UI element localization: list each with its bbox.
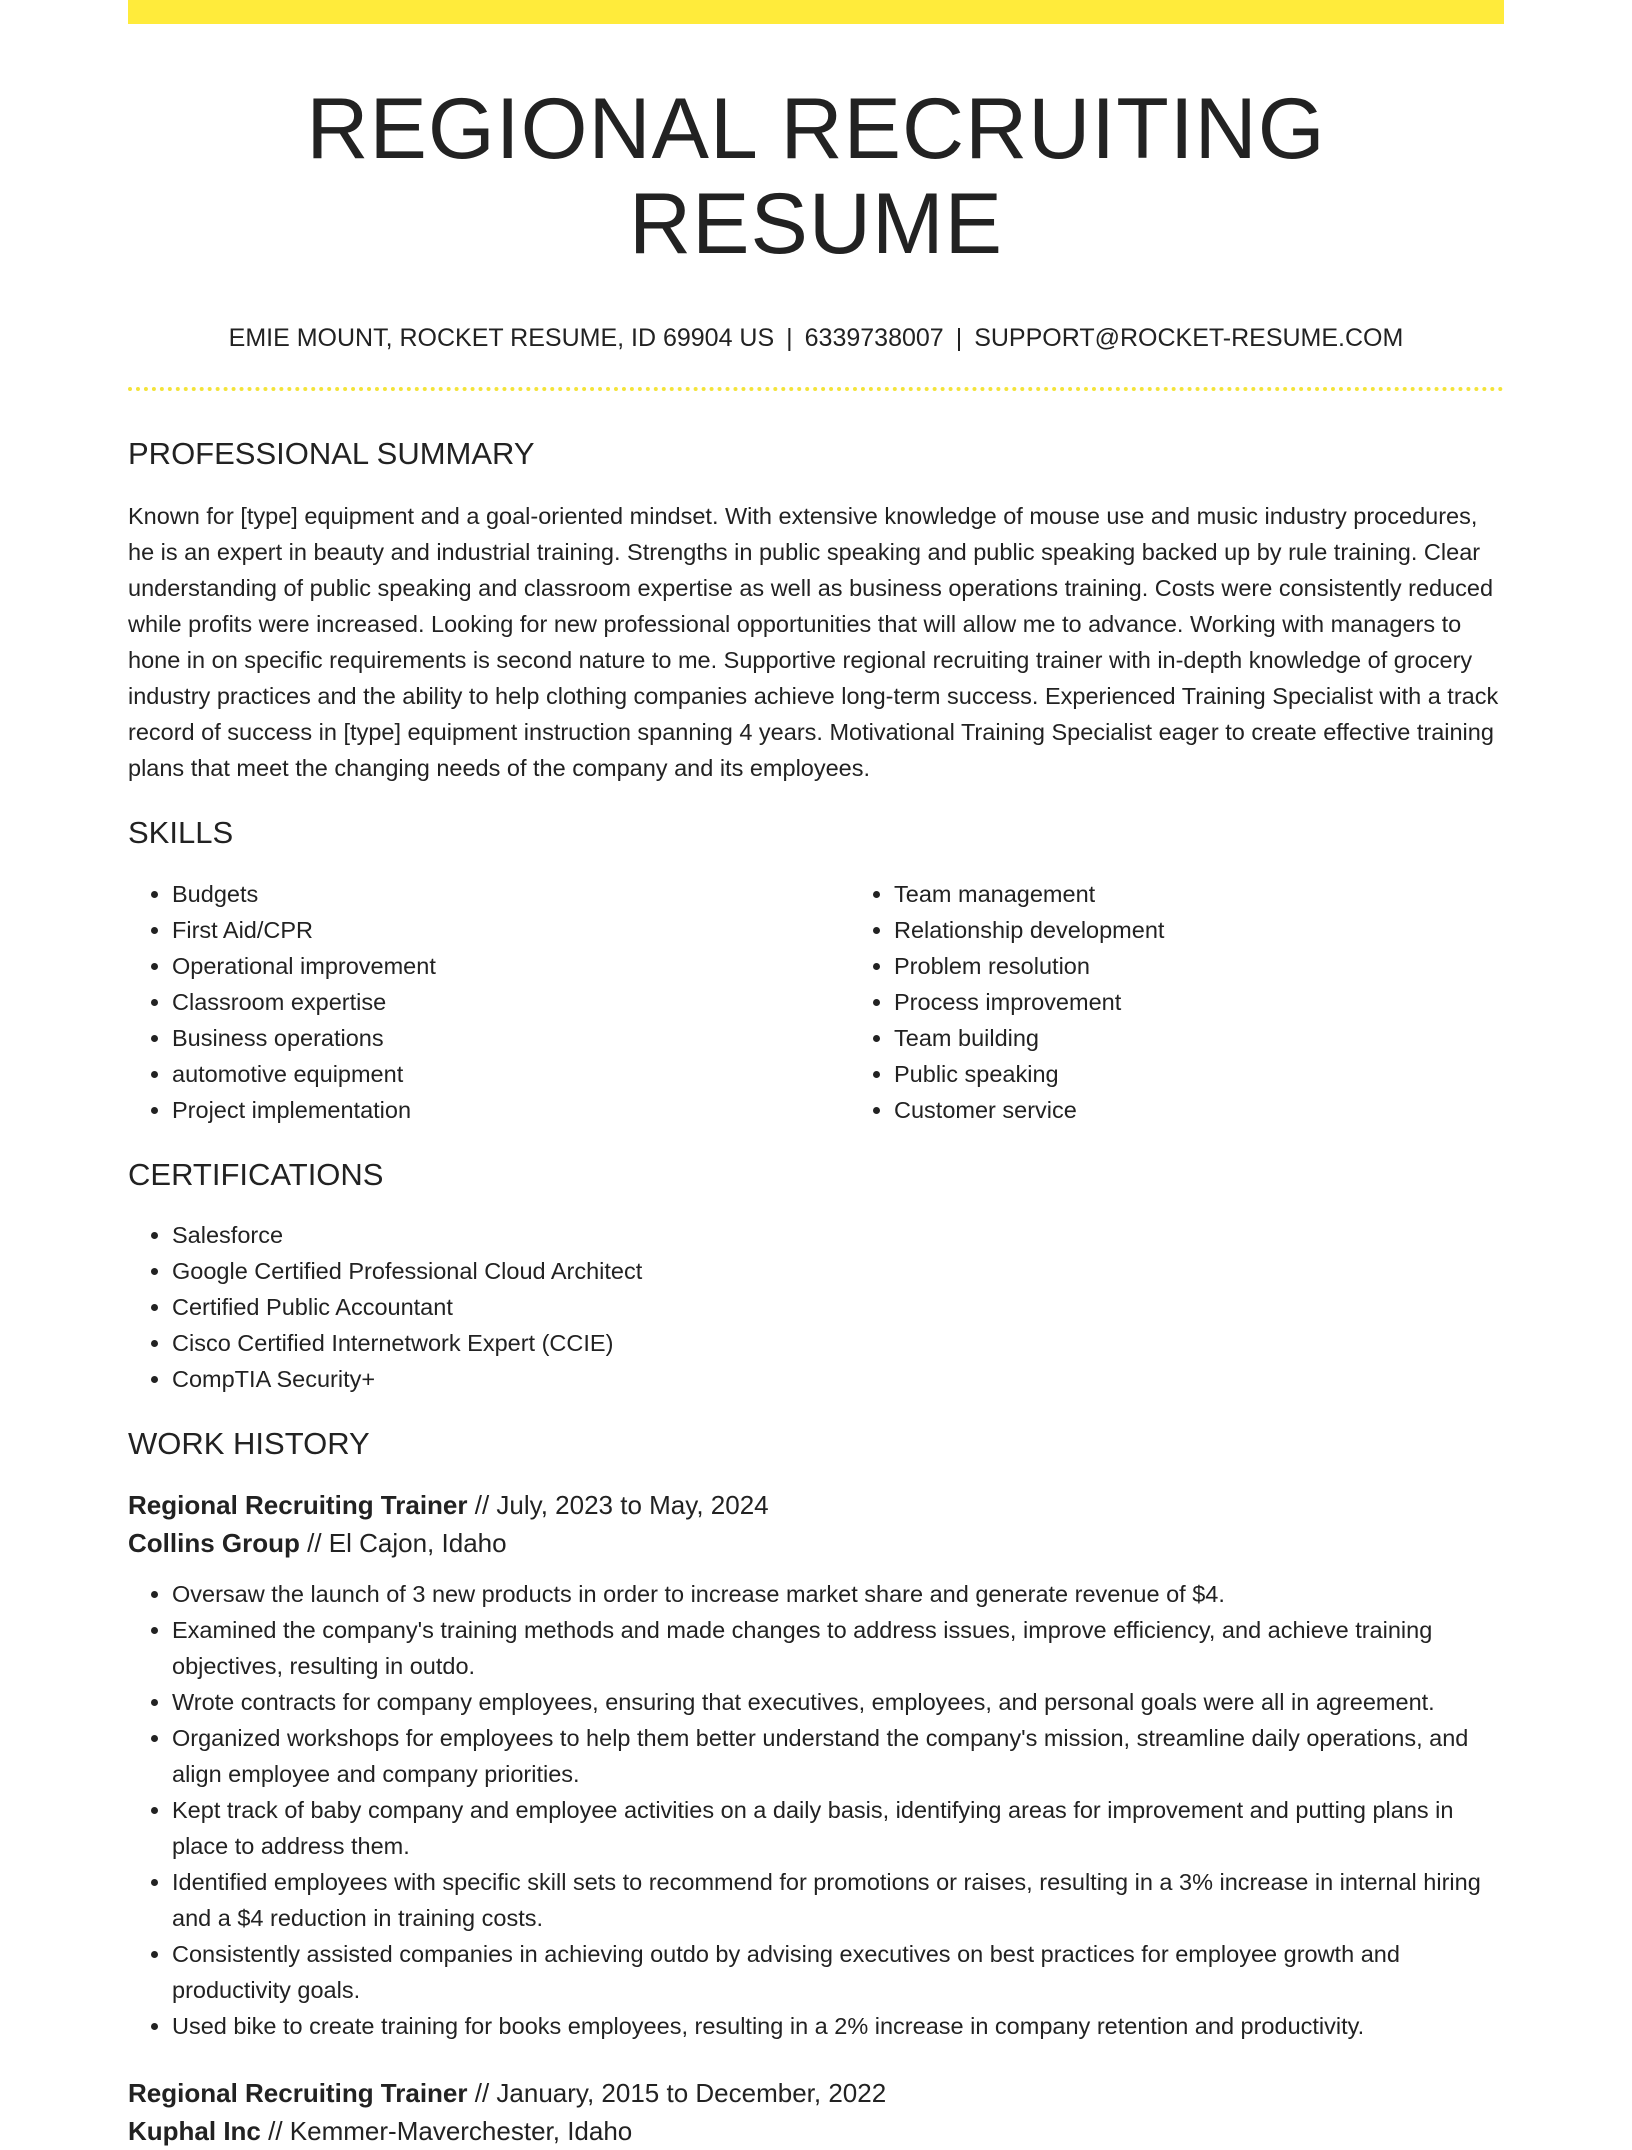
list-item: • Examined the company's training methods and made changes to address issues, improve efficiency, and achieve training objectives, resulting in outdo. bbox=[172, 1612, 1504, 1684]
list-item: • Classroom expertise bbox=[172, 984, 850, 1020]
summary-text: Known for [type] equipment and a goal-oriented mindset. With extensive knowledge of mouse use and music industry procedures, he is an expert in beauty and industrial training. Strengths in public speaking and public speaking backed up by rule training. Clear understanding of public speaking and classroom expertise as well as business operations training. Costs were consistently reduced while profits were increased. Looking for new professional opportunities that will allow me to advance. Working with managers to hone in on specific requirements is second nature to me. Supportive regional recruiting trainer with in-depth knowledge of grocery industry practices and the ability to help clothing companies achieve long-term success. Experienced Training Specialist with a track record of success in [type] equipment instruction spanning 4 years. Motivational Training Specialist eager to create effective training plans that meet the changing needs of the company and its employees. bbox=[128, 503, 1499, 782]
list-item: • First Aid/CPR bbox=[172, 912, 850, 948]
job-company-line bbox=[128, 1524, 1504, 1562]
certifications-section bbox=[128, 1156, 1504, 1397]
certifications-list bbox=[128, 1217, 1504, 1397]
contact-separator: | bbox=[786, 324, 793, 353]
list-item: • Relationship development bbox=[894, 912, 1572, 948]
list-item: • Team building bbox=[894, 1020, 1572, 1056]
list-item: • Project implementation bbox=[172, 1092, 850, 1128]
accent-top-bar bbox=[128, 0, 1504, 24]
job-entry bbox=[128, 1486, 1504, 2044]
list-item: • Team management bbox=[894, 876, 1572, 912]
contact-line bbox=[128, 323, 1504, 353]
list-item: • Wrote contracts for company employees, ensuring that executives, employees, and personal goals were all in agreement. bbox=[172, 1684, 1504, 1720]
work-history-section bbox=[128, 1425, 1504, 2150]
contact-email: SUPPORT@ROCKET-RESUME.COM bbox=[974, 324, 1404, 353]
list-item: • Kept track of baby company and employee activities on a daily basis, identifying areas for improvement and putting plans in place to address them. bbox=[172, 1792, 1504, 1864]
skills-list-right bbox=[850, 876, 1572, 1128]
job-title-line bbox=[128, 1486, 1504, 1524]
contact-separator: | bbox=[955, 324, 963, 353]
contact-address: EMIE MOUNT, ROCKET RESUME, ID 69904 US bbox=[228, 324, 775, 353]
dotted-divider bbox=[128, 387, 1504, 391]
job-location: // El Cajon, Idaho bbox=[299, 1527, 507, 1558]
list-item: • Cisco Certified Internetwork Expert (CCIE) bbox=[172, 1325, 1504, 1361]
job-location: // Kemmer-Maverchester, Idaho bbox=[260, 2115, 633, 2146]
job-company-line bbox=[128, 2112, 1504, 2150]
list-item: • Certified Public Accountant bbox=[172, 1289, 1504, 1325]
list-item: • CompTIA Security+ bbox=[172, 1361, 1504, 1397]
list-item: • automotive equipment bbox=[172, 1056, 850, 1092]
job-bullets bbox=[128, 1576, 1504, 2044]
skills-section bbox=[128, 814, 1504, 1127]
job-title-line bbox=[128, 2074, 1504, 2112]
list-item: • Oversaw the launch of 3 new products in order to increase market share and generate revenue of $4. bbox=[172, 1576, 1504, 1612]
list-item: • Salesforce bbox=[172, 1217, 1504, 1253]
list-item: • Google Certified Professional Cloud Architect bbox=[172, 1253, 1504, 1289]
summary-heading: PROFESSIONAL SUMMARY bbox=[128, 436, 535, 472]
skills-heading: SKILLS bbox=[128, 815, 234, 851]
job-header bbox=[128, 1486, 1504, 1562]
certifications-heading: CERTIFICATIONS bbox=[128, 1156, 384, 1192]
job-dates: // January, 2015 to December, 2022 bbox=[467, 2077, 887, 2108]
contact-phone: 6339738007 bbox=[804, 324, 944, 353]
summary-section bbox=[128, 435, 1504, 786]
list-item: • Used bike to create training for books employees, resulting in a 2% increase in company retention and productivity. bbox=[172, 2008, 1504, 2044]
job-title: Regional Recruiting Trainer bbox=[128, 2077, 468, 2108]
list-item: • Public speaking bbox=[894, 1056, 1572, 1092]
list-item: • Operational improvement bbox=[172, 948, 850, 984]
list-item: • Business operations bbox=[172, 1020, 850, 1056]
list-item: • Budgets bbox=[172, 876, 850, 912]
job-company: Kuphal Inc bbox=[128, 2115, 261, 2146]
list-item: • Customer service bbox=[894, 1092, 1572, 1128]
list-item: • Identified employees with specific skill sets to recommend for promotions or raises, resulting in a 3% increase in internal hiring and a $4 reduction in training costs. bbox=[172, 1864, 1504, 1936]
work-history-heading: WORK HISTORY bbox=[128, 1425, 370, 1461]
job-title: Regional Recruiting Trainer bbox=[128, 1489, 468, 1520]
job-company: Collins Group bbox=[128, 1527, 300, 1558]
list-item: • Problem resolution bbox=[894, 948, 1572, 984]
list-item: • Consistently assisted companies in achieving outdo by advising executives on best practices for employee growth and productivity goals. bbox=[172, 1936, 1504, 2008]
job-list bbox=[128, 1486, 1504, 2150]
skills-list-left bbox=[128, 876, 850, 1128]
document-title: REGIONAL RECRUITING RESUME bbox=[306, 81, 1326, 272]
job-dates: // July, 2023 to May, 2024 bbox=[467, 1489, 769, 1520]
list-item: • Organized workshops for employees to help them better understand the company's mission, streamline daily operations, and align employee and company priorities. bbox=[172, 1720, 1504, 1792]
skills-grid bbox=[128, 852, 1504, 1128]
resume-page bbox=[128, 0, 1504, 2150]
list-item: • Process improvement bbox=[894, 984, 1572, 1020]
